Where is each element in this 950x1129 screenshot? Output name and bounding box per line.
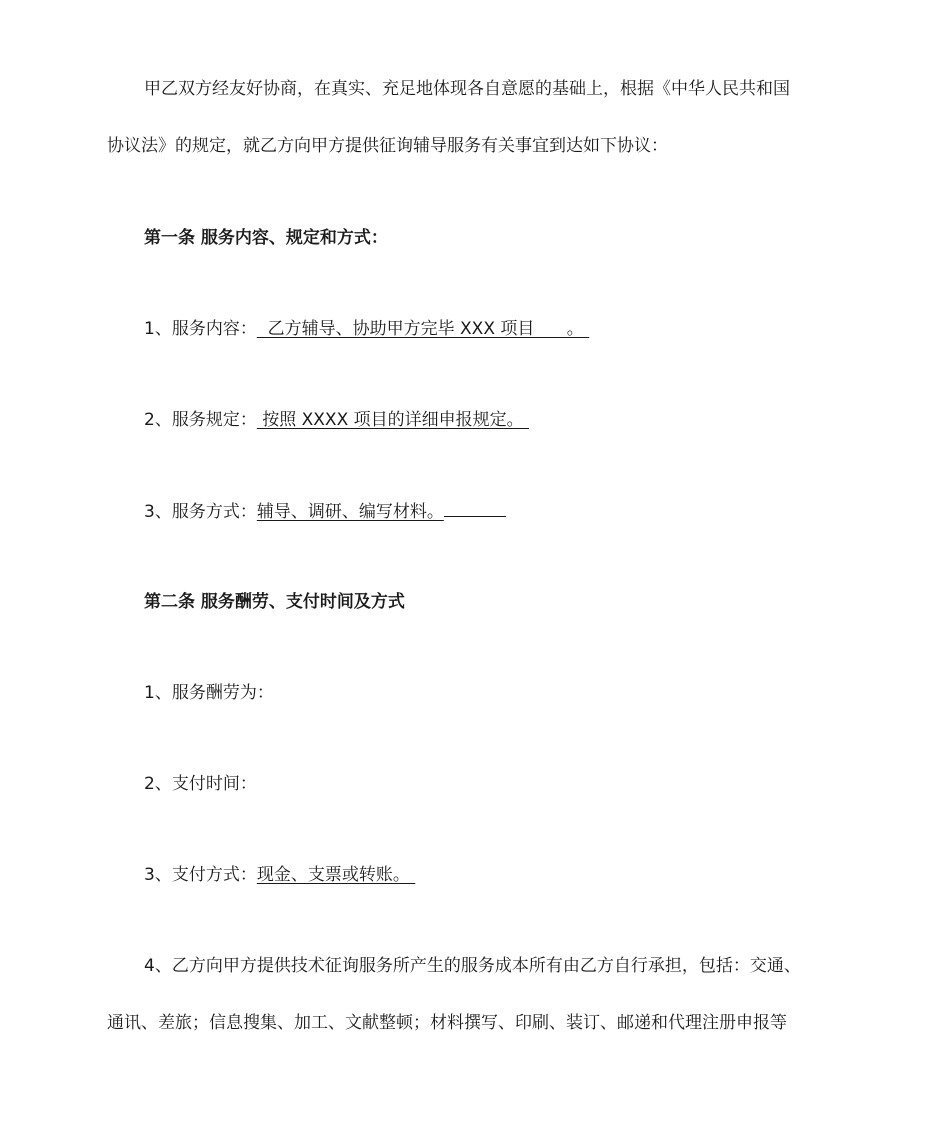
payment-time-item: 2、支付时间： [144,774,257,794]
service-requirement-label: 2、服务规定： [144,410,257,430]
service-method-value: 辅导、调研、编写材料。 [256,502,444,522]
article-1-heading: 第一条 服务内容、规定和方式： [144,228,388,248]
service-method-blank [444,498,506,517]
cost-item-line-1: 4、乙方向甲方提供技术征询服务所产生的服务成本所有由乙方自行承担，包括：交通、 [144,956,801,976]
fee-item: 1、服务酬劳为： [144,683,274,703]
service-content-value: 乙方辅导、协助甲方完毕 XXX 项目 。 [256,319,590,339]
intro-paragraph-line-1: 甲乙双方经友好协商，在真实、充足地体现各自意愿的基础上，根据《中华人民共和国 [144,79,790,99]
payment-method-item [144,862,415,888]
service-method-label: 3、服务方式： [144,502,257,522]
service-method-item [144,498,506,525]
article-2-heading: 第二条 服务酬劳、支付时间及方式 [144,592,405,612]
service-content-item [144,316,589,342]
cost-item-line-2: 通讯、差旅；信息搜集、加工、文献整顿；材料撰写、印刷、装订、邮递和代理注册申报等 [107,1013,787,1033]
payment-method-label: 3、支付方式： [144,865,257,885]
payment-method-value: 现金、支票或转账。 [256,865,416,885]
service-requirement-value: 按照 XXXX 项目的详细申报规定。 [256,410,530,430]
intro-paragraph-line-2: 协议法》的规定，就乙方向甲方提供征询辅导服务有关事宜到达如下协议： [107,136,668,156]
service-content-label: 1、服务内容： [144,319,257,339]
service-requirement-item [144,407,529,433]
